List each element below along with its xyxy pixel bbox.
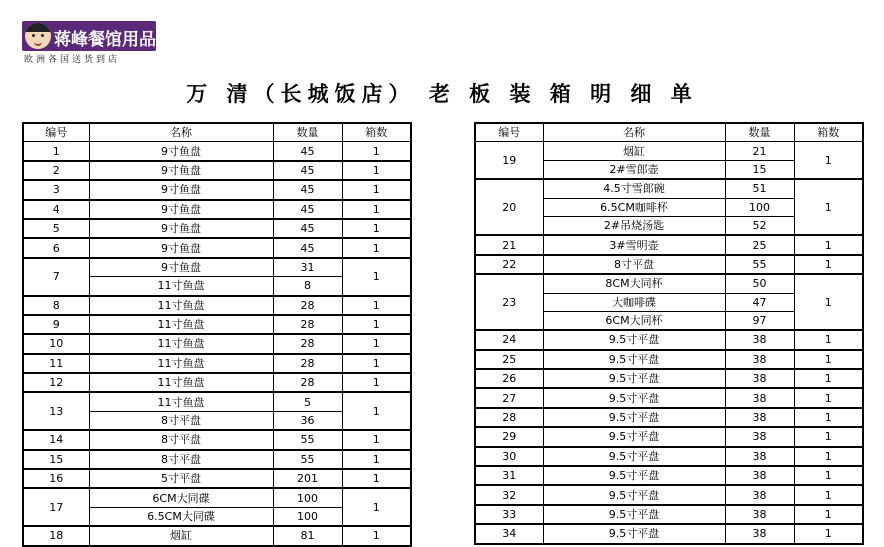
col-header-boxes: 箱数 <box>794 123 863 142</box>
cell-name: 9寸鱼盘 <box>89 180 273 199</box>
cell-name: 11寸鱼盘 <box>89 315 273 334</box>
cell-name: 3#雪明壶 <box>543 235 725 254</box>
table-row <box>475 388 863 407</box>
cell-qty: 36 <box>273 411 342 430</box>
table-row <box>475 142 863 160</box>
cell-qty: 100 <box>273 507 342 526</box>
cell-qty: 38 <box>725 330 794 349</box>
cell-boxes: 1 <box>342 354 411 373</box>
cell-qty: 28 <box>273 296 342 315</box>
cell-number: 32 <box>475 485 543 504</box>
table-row <box>23 161 411 180</box>
cell-qty: 45 <box>273 238 342 257</box>
table-row <box>23 392 411 411</box>
cell-name: 11寸鱼盘 <box>89 277 273 296</box>
cell-name: 2#雪郎壶 <box>543 160 725 179</box>
cell-number: 21 <box>475 235 543 254</box>
cell-number: 34 <box>475 524 543 543</box>
cell-name: 9寸鱼盘 <box>89 200 273 219</box>
cell-boxes: 1 <box>342 450 411 469</box>
cell-number: 3 <box>23 180 89 199</box>
cell-number: 29 <box>475 427 543 446</box>
table-row <box>475 235 863 254</box>
table-row <box>475 179 863 198</box>
table-row <box>23 142 411 161</box>
cell-name: 4.5寸雪郎碗 <box>543 179 725 198</box>
cell-boxes: 1 <box>794 142 863 179</box>
table-header-row <box>475 123 863 142</box>
table-row <box>475 408 863 427</box>
cell-qty: 45 <box>273 200 342 219</box>
cell-number: 14 <box>23 430 89 449</box>
cell-name: 8寸平盘 <box>543 255 725 274</box>
table-row <box>23 469 411 488</box>
logo-tagline: 欧洲各国送货到店 <box>24 55 121 65</box>
cell-qty: 45 <box>273 180 342 199</box>
col-header-number: 编号 <box>475 123 543 142</box>
table-row <box>475 427 863 446</box>
cell-boxes: 1 <box>342 469 411 488</box>
cell-qty: 21 <box>725 142 794 160</box>
cell-qty: 38 <box>725 485 794 504</box>
cell-name: 6CM大同杯 <box>543 311 725 330</box>
cell-number: 4 <box>23 200 89 219</box>
logo-badge <box>22 21 156 51</box>
cell-boxes: 1 <box>794 427 863 446</box>
cell-number: 11 <box>23 354 89 373</box>
cell-name: 11寸鱼盘 <box>89 354 273 373</box>
table-row <box>475 447 863 466</box>
col-header-qty: 数量 <box>725 123 794 142</box>
cell-boxes: 1 <box>794 505 863 524</box>
cell-boxes: 1 <box>794 235 863 254</box>
table-row <box>475 505 863 524</box>
cell-qty: 28 <box>273 354 342 373</box>
table-row <box>23 258 411 277</box>
cell-number: 18 <box>23 526 89 545</box>
cell-qty: 201 <box>273 469 342 488</box>
cell-name: 8CM大同杯 <box>543 274 725 293</box>
cell-name: 5寸平盘 <box>89 469 273 488</box>
cell-qty: 38 <box>725 388 794 407</box>
table-row <box>23 219 411 238</box>
cell-number: 13 <box>23 392 89 430</box>
packing-table-left <box>22 122 412 547</box>
cell-name: 9.5寸平盘 <box>543 330 725 349</box>
cell-name: 11寸鱼盘 <box>89 296 273 315</box>
cell-qty: 38 <box>725 369 794 388</box>
cell-name: 烟缸 <box>543 142 725 160</box>
col-header-name: 名称 <box>543 123 725 142</box>
table-row <box>23 200 411 219</box>
cell-qty: 55 <box>273 430 342 449</box>
cell-name: 9.5寸平盘 <box>543 427 725 446</box>
cell-boxes: 1 <box>342 200 411 219</box>
cell-number: 17 <box>23 488 89 526</box>
cell-boxes: 1 <box>342 296 411 315</box>
cell-name: 9.5寸平盘 <box>543 388 725 407</box>
cell-name: 9.5寸平盘 <box>543 505 725 524</box>
cell-number: 25 <box>475 350 543 369</box>
cell-name: 8寸平盘 <box>89 450 273 469</box>
cell-number: 24 <box>475 330 543 349</box>
cell-number: 28 <box>475 408 543 427</box>
col-header-name: 名称 <box>89 123 273 142</box>
cell-boxes: 1 <box>342 392 411 430</box>
cell-boxes: 1 <box>794 255 863 274</box>
cell-boxes: 1 <box>342 219 411 238</box>
cell-number: 5 <box>23 219 89 238</box>
cell-qty: 47 <box>725 293 794 311</box>
cell-boxes: 1 <box>342 488 411 526</box>
table-row <box>23 526 411 545</box>
cell-name: 11寸鱼盘 <box>89 373 273 392</box>
cell-boxes: 1 <box>794 274 863 330</box>
cell-number: 31 <box>475 466 543 485</box>
cell-qty: 100 <box>725 198 794 216</box>
cell-boxes: 1 <box>794 485 863 504</box>
cell-number: 15 <box>23 450 89 469</box>
cell-name: 8寸平盘 <box>89 430 273 449</box>
table-header-row <box>23 123 411 142</box>
table-row <box>23 430 411 449</box>
cell-name: 9.5寸平盘 <box>543 485 725 504</box>
cell-number: 23 <box>475 274 543 330</box>
cell-name: 9.5寸平盘 <box>543 524 725 543</box>
cell-boxes: 1 <box>342 180 411 199</box>
cell-number: 10 <box>23 334 89 353</box>
table-row <box>475 350 863 369</box>
cell-number: 16 <box>23 469 89 488</box>
cell-number: 1 <box>23 142 89 161</box>
cell-boxes: 1 <box>794 524 863 543</box>
col-header-qty: 数量 <box>273 123 342 142</box>
cell-number: 27 <box>475 388 543 407</box>
table-row <box>475 330 863 349</box>
table-row <box>23 373 411 392</box>
table-row <box>475 466 863 485</box>
col-header-boxes: 箱数 <box>342 123 411 142</box>
cell-boxes: 1 <box>342 258 411 296</box>
cell-boxes: 1 <box>342 315 411 334</box>
cell-number: 6 <box>23 238 89 257</box>
cell-name: 9寸鱼盘 <box>89 142 273 161</box>
cell-qty: 81 <box>273 526 342 545</box>
cell-qty: 8 <box>273 277 342 296</box>
cell-name: 9.5寸平盘 <box>543 466 725 485</box>
cell-qty: 38 <box>725 466 794 485</box>
table-row <box>23 180 411 199</box>
cell-number: 33 <box>475 505 543 524</box>
cell-boxes: 1 <box>342 373 411 392</box>
cell-number: 8 <box>23 296 89 315</box>
cell-qty: 28 <box>273 373 342 392</box>
cell-number: 7 <box>23 258 89 296</box>
cell-name: 8寸平盘 <box>89 411 273 430</box>
mascot-face-icon <box>25 23 51 49</box>
page-title: 万 清（长城饭店） 老 板 装 箱 明 细 单 <box>186 81 698 106</box>
cell-qty: 45 <box>273 161 342 180</box>
cell-qty: 100 <box>273 488 342 507</box>
cell-qty: 38 <box>725 447 794 466</box>
cell-number: 2 <box>23 161 89 180</box>
cell-name: 烟缸 <box>89 526 273 545</box>
cell-qty: 28 <box>273 334 342 353</box>
table-row <box>23 238 411 257</box>
col-header-number: 编号 <box>23 123 89 142</box>
cell-number: 12 <box>23 373 89 392</box>
cell-name: 6.5CM咖啡杯 <box>543 198 725 216</box>
table-row <box>23 334 411 353</box>
cell-qty: 5 <box>273 392 342 411</box>
cell-boxes: 1 <box>342 238 411 257</box>
cell-boxes: 1 <box>794 466 863 485</box>
cell-qty: 55 <box>725 255 794 274</box>
cell-name: 9寸鱼盘 <box>89 238 273 257</box>
cell-qty: 45 <box>273 219 342 238</box>
table-row <box>475 274 863 293</box>
table-row <box>475 369 863 388</box>
cell-boxes: 1 <box>794 408 863 427</box>
cell-qty: 52 <box>725 216 794 235</box>
cell-number: 22 <box>475 255 543 274</box>
cell-name: 9寸鱼盘 <box>89 161 273 180</box>
table-row <box>475 485 863 504</box>
cell-boxes: 1 <box>342 526 411 545</box>
cell-name: 9.5寸平盘 <box>543 408 725 427</box>
cell-name: 2#吊烧汤匙 <box>543 216 725 235</box>
cell-qty: 97 <box>725 311 794 330</box>
table-row <box>23 450 411 469</box>
cell-boxes: 1 <box>342 430 411 449</box>
cell-name: 9.5寸平盘 <box>543 369 725 388</box>
cell-name: 9寸鱼盘 <box>89 258 273 277</box>
cell-qty: 51 <box>725 179 794 198</box>
cell-name: 9.5寸平盘 <box>543 350 725 369</box>
packing-table-right <box>474 122 864 545</box>
cell-qty: 38 <box>725 524 794 543</box>
cell-name: 6.5CM大同碟 <box>89 507 273 526</box>
cell-number: 30 <box>475 447 543 466</box>
cell-boxes: 1 <box>794 388 863 407</box>
cell-qty: 38 <box>725 408 794 427</box>
table-row <box>475 255 863 274</box>
cell-boxes: 1 <box>794 179 863 235</box>
table-row <box>23 296 411 315</box>
cell-qty: 55 <box>273 450 342 469</box>
cell-number: 19 <box>475 142 543 179</box>
cell-name: 6CM大同碟 <box>89 488 273 507</box>
brand-logo <box>22 21 156 63</box>
cell-boxes: 1 <box>342 161 411 180</box>
cell-name: 9寸鱼盘 <box>89 219 273 238</box>
cell-qty: 15 <box>725 160 794 179</box>
table-row <box>23 488 411 507</box>
cell-boxes: 1 <box>794 350 863 369</box>
cell-boxes: 1 <box>794 330 863 349</box>
cell-number: 9 <box>23 315 89 334</box>
cell-qty: 38 <box>725 505 794 524</box>
table-row <box>23 354 411 373</box>
table-row <box>23 315 411 334</box>
cell-qty: 38 <box>725 427 794 446</box>
cell-name: 9.5寸平盘 <box>543 447 725 466</box>
cell-name: 11寸鱼盘 <box>89 334 273 353</box>
cell-boxes: 1 <box>794 369 863 388</box>
cell-qty: 50 <box>725 274 794 293</box>
cell-boxes: 1 <box>794 447 863 466</box>
cell-qty: 25 <box>725 235 794 254</box>
cell-qty: 28 <box>273 315 342 334</box>
table-row <box>475 524 863 543</box>
cell-number: 20 <box>475 179 543 235</box>
cell-qty: 45 <box>273 142 342 161</box>
logo-name: 蒋峰餐馆用品 <box>54 30 156 50</box>
cell-qty: 38 <box>725 350 794 369</box>
cell-qty: 31 <box>273 258 342 277</box>
cell-number: 26 <box>475 369 543 388</box>
cell-name: 11寸鱼盘 <box>89 392 273 411</box>
cell-name: 大咖啡碟 <box>543 293 725 311</box>
cell-boxes: 1 <box>342 142 411 161</box>
cell-boxes: 1 <box>342 334 411 353</box>
